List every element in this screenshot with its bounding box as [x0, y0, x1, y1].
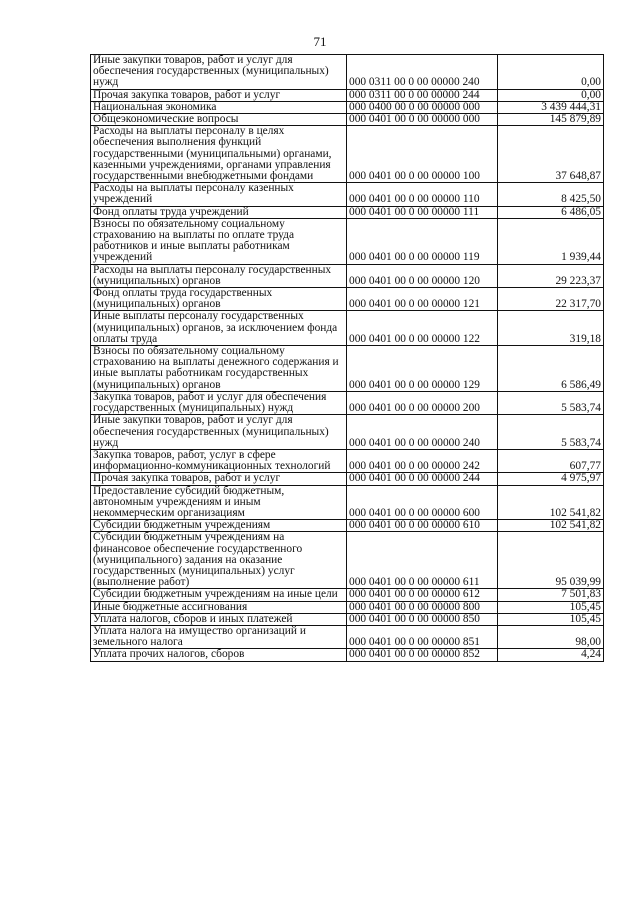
- row-code: 000 0401 00 0 00 00000 852: [347, 649, 498, 661]
- row-name: Национальная экономика: [91, 101, 347, 113]
- row-sum: 102 541,82: [498, 520, 604, 532]
- row-name: Субсидии бюджетным учреждениям на иные цели: [91, 589, 347, 601]
- row-name: Закупка товаров, работ, услуг в сфере информационно-коммуникационных технологий: [91, 449, 347, 472]
- row-name: Общеэкономические вопросы: [91, 114, 347, 126]
- table-row: [91, 206, 604, 218]
- budget-table-body: [91, 55, 604, 662]
- row-sum: 319,18: [498, 311, 604, 346]
- table-row: [91, 114, 604, 126]
- row-name: Расходы на выплаты персоналу в целях обеспечения выполнения функций государственными (муниципальными) органами, казенными учреждениями, органами управления государственными внебюджетными фондами: [91, 126, 347, 183]
- table-row: [91, 126, 604, 183]
- table-row: [91, 649, 604, 661]
- row-name: Уплата налога на имущество организаций и земельного налога: [91, 625, 347, 648]
- row-code: 000 0401 00 0 00 00000 120: [347, 264, 498, 287]
- row-code: 000 0401 00 0 00 00000 600: [347, 485, 498, 520]
- row-sum: 0,00: [498, 89, 604, 101]
- row-code: 000 0401 00 0 00 00000 242: [347, 449, 498, 472]
- row-code: 000 0401 00 0 00 00000 100: [347, 126, 498, 183]
- table-row: [91, 485, 604, 520]
- table-row: [91, 520, 604, 532]
- table-row: [91, 589, 604, 601]
- row-sum: 4,24: [498, 649, 604, 661]
- row-code: 000 0400 00 0 00 00000 000: [347, 101, 498, 113]
- row-name: Расходы на выплаты персоналу государственных (муниципальных) органов: [91, 264, 347, 287]
- row-sum: 4 975,97: [498, 473, 604, 485]
- row-code: 000 0401 00 0 00 00000 121: [347, 288, 498, 311]
- row-name: Иные бюджетные ассигнования: [91, 601, 347, 613]
- row-sum: 7 501,83: [498, 589, 604, 601]
- budget-table: [90, 54, 604, 662]
- row-sum: 105,45: [498, 613, 604, 625]
- row-name: Прочая закупка товаров, работ и услуг: [91, 473, 347, 485]
- table-row: [91, 264, 604, 287]
- row-name: Закупка товаров, работ и услуг для обеспечения государственных (муниципальных) нужд: [91, 391, 347, 414]
- row-name: Фонд оплаты труда учреждений: [91, 206, 347, 218]
- row-sum: 5 583,74: [498, 391, 604, 414]
- row-sum: 98,00: [498, 625, 604, 648]
- row-code: 000 0401 00 0 00 00000 111: [347, 206, 498, 218]
- table-row: [91, 101, 604, 113]
- row-name: Иные закупки товаров, работ и услуг для обеспечения государственных (муниципальных) нужд: [91, 55, 347, 90]
- row-name: Фонд оплаты труда государственных (муниципальных) органов: [91, 288, 347, 311]
- row-name: Субсидии бюджетным учреждениям: [91, 520, 347, 532]
- row-sum: 145 879,89: [498, 114, 604, 126]
- row-code: 000 0401 00 0 00 00000 122: [347, 311, 498, 346]
- row-name: Предоставление субсидий бюджетным, автономным учреждениям и иным некоммерческим организациям: [91, 485, 347, 520]
- row-code: 000 0311 00 0 00 00000 240: [347, 55, 498, 90]
- row-name: Иные закупки товаров, работ и услуг для обеспечения государственных (муниципальных) нужд: [91, 415, 347, 450]
- table-row: [91, 55, 604, 90]
- row-name: Уплата прочих налогов, сборов: [91, 649, 347, 661]
- table-row: [91, 218, 604, 264]
- row-name: Субсидии бюджетным учреждениям на финансовое обеспечение государственного (муниципального) задания на оказание государственных (муниципальных) услуг (выполнение работ): [91, 532, 347, 589]
- row-sum: 3 439 444,31: [498, 101, 604, 113]
- table-row: [91, 625, 604, 648]
- page-number: 71: [313, 34, 327, 49]
- row-name: Уплата налогов, сборов и иных платежей: [91, 613, 347, 625]
- table-row: [91, 288, 604, 311]
- row-sum: 8 425,50: [498, 183, 604, 206]
- row-code: 000 0401 00 0 00 00000 240: [347, 415, 498, 450]
- table-row: [91, 473, 604, 485]
- row-code: 000 0401 00 0 00 00000 800: [347, 601, 498, 613]
- row-sum: 22 317,70: [498, 288, 604, 311]
- table-row: [91, 532, 604, 589]
- table-row: [91, 346, 604, 392]
- row-name: Прочая закупка товаров, работ и услуг: [91, 89, 347, 101]
- row-name: Расходы на выплаты персоналу казенных учреждений: [91, 183, 347, 206]
- table-row: [91, 311, 604, 346]
- table-row: [91, 601, 604, 613]
- row-sum: 102 541,82: [498, 485, 604, 520]
- row-sum: 6 586,49: [498, 346, 604, 392]
- row-name: Взносы по обязательному социальному страхованию на выплаты денежного содержания и иные выплаты работникам государственных (муниципальных) органов: [91, 346, 347, 392]
- row-sum: 0,00: [498, 55, 604, 90]
- row-code: 000 0401 00 0 00 00000 129: [347, 346, 498, 392]
- row-sum: 95 039,99: [498, 532, 604, 589]
- row-code: 000 0401 00 0 00 00000 612: [347, 589, 498, 601]
- row-code: 000 0401 00 0 00 00000 000: [347, 114, 498, 126]
- row-code: 000 0401 00 0 00 00000 200: [347, 391, 498, 414]
- row-sum: 1 939,44: [498, 218, 604, 264]
- table-row: [91, 89, 604, 101]
- table-row: [91, 415, 604, 450]
- row-code: 000 0401 00 0 00 00000 610: [347, 520, 498, 532]
- row-sum: 29 223,37: [498, 264, 604, 287]
- row-sum: 6 486,05: [498, 206, 604, 218]
- table-row: [91, 449, 604, 472]
- table-row: [91, 391, 604, 414]
- row-code: 000 0401 00 0 00 00000 110: [347, 183, 498, 206]
- row-code: 000 0401 00 0 00 00000 850: [347, 613, 498, 625]
- row-sum: 105,45: [498, 601, 604, 613]
- row-sum: 607,77: [498, 449, 604, 472]
- row-name: Взносы по обязательному социальному страхованию на выплаты по оплате труда работников и иные выплаты работникам учреждений: [91, 218, 347, 264]
- row-name: Иные выплаты персоналу государственных (муниципальных) органов, за исключением фонда оплаты труда: [91, 311, 347, 346]
- row-code: 000 0401 00 0 00 00000 611: [347, 532, 498, 589]
- row-code: 000 0401 00 0 00 00000 851: [347, 625, 498, 648]
- row-code: 000 0311 00 0 00 00000 244: [347, 89, 498, 101]
- table-row: [91, 183, 604, 206]
- row-sum: 37 648,87: [498, 126, 604, 183]
- row-code: 000 0401 00 0 00 00000 244: [347, 473, 498, 485]
- table-row: [91, 613, 604, 625]
- row-sum: 5 583,74: [498, 415, 604, 450]
- row-code: 000 0401 00 0 00 00000 119: [347, 218, 498, 264]
